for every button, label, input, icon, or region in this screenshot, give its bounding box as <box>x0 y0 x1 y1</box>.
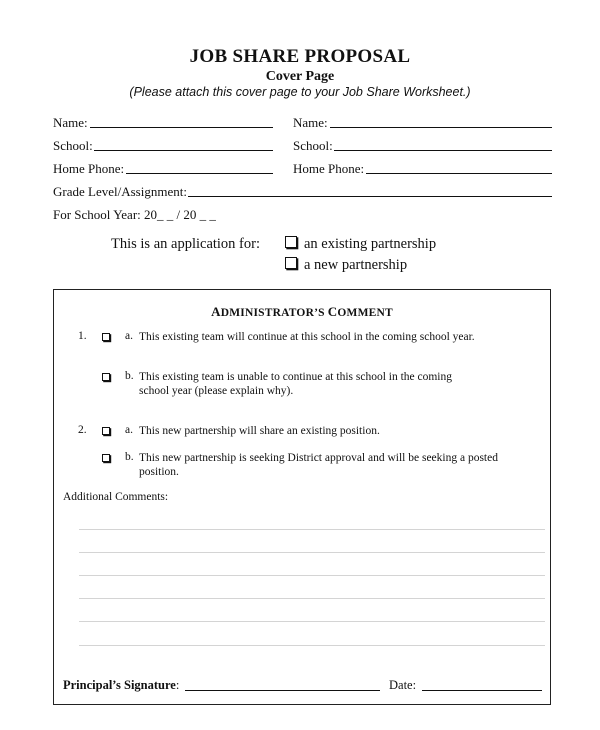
name-line-right[interactable] <box>330 127 552 128</box>
page-title: JOB SHARE PROPOSAL <box>189 46 411 67</box>
school-year-label: For School Year: 20_ _ / 20 _ _ <box>53 207 216 222</box>
phone-line-left[interactable] <box>126 173 273 174</box>
administrator-comment-box <box>53 289 551 705</box>
comment-line[interactable] <box>79 621 545 622</box>
item-letter: b. <box>125 451 134 463</box>
phone-field-left[interactable] <box>53 161 124 177</box>
checkbox-icon[interactable] <box>102 333 110 341</box>
existing-partnership-option[interactable] <box>285 236 436 253</box>
date-label: Date: <box>389 678 417 692</box>
school-label-right: School: <box>293 138 333 153</box>
school-line-left[interactable] <box>94 150 273 151</box>
item-number: 2. <box>78 424 87 436</box>
checkbox-icon[interactable] <box>102 454 110 462</box>
phone-label-left: Home Phone: <box>53 161 125 176</box>
option-2a-text: This new partnership will share an existing position. <box>139 425 380 437</box>
existing-partnership-label: an existing partnership <box>304 236 437 252</box>
checkbox-icon[interactable] <box>102 373 110 381</box>
principal-signature-label: Principal’s Signature: <box>63 678 180 692</box>
comment-line[interactable] <box>79 598 545 599</box>
new-partnership-label: a new partnership <box>304 257 408 273</box>
name-field-left[interactable] <box>53 115 88 131</box>
signature-line[interactable] <box>185 690 380 691</box>
grade-label: Grade Level/Assignment: <box>53 184 187 199</box>
school-field-left[interactable] <box>53 138 93 154</box>
checkbox-icon[interactable] <box>102 427 110 435</box>
name-label-left: Name: <box>53 115 88 130</box>
school-label-left: School: <box>53 138 93 153</box>
comment-line[interactable] <box>79 552 545 553</box>
grade-field[interactable] <box>53 184 187 200</box>
phone-line-right[interactable] <box>366 173 552 174</box>
grade-line[interactable] <box>188 196 552 197</box>
comment-line[interactable] <box>79 575 545 576</box>
administrator-comment-title: ADMINISTRATOR’S COMMENT <box>211 304 393 319</box>
phone-field-right[interactable] <box>293 161 364 177</box>
name-label-right: Name: <box>293 115 328 130</box>
school-year-field[interactable] <box>53 207 216 223</box>
phone-label-right: Home Phone: <box>293 161 365 176</box>
new-partnership-option[interactable] <box>285 257 407 274</box>
attach-note: (Please attach this cover page to your Job Share Worksheet.) <box>129 85 471 99</box>
school-field-right[interactable] <box>293 138 333 154</box>
checkbox-icon[interactable] <box>285 236 297 248</box>
page-subtitle: Cover Page <box>265 69 335 84</box>
item-letter: b. <box>125 370 134 382</box>
application-label: This is an application for: <box>111 236 260 252</box>
option-1a-text: This existing team will continue at this school in the coming school year. <box>139 331 475 343</box>
comment-line[interactable] <box>79 529 545 530</box>
name-line-left[interactable] <box>90 127 273 128</box>
checkbox-icon[interactable] <box>285 257 297 269</box>
additional-comments-label: Additional Comments: <box>63 491 169 503</box>
item-number: 1. <box>78 330 87 342</box>
item-letter: a. <box>125 424 133 436</box>
date-line[interactable] <box>422 690 542 691</box>
option-2b-text: This new partnership is seeking District approval and will be seeking a posted position. <box>139 452 498 478</box>
name-field-right[interactable] <box>293 115 328 131</box>
option-1b-text: This existing team is unable to continue at this school in the coming school year (please explain why). <box>139 371 453 397</box>
comment-line[interactable] <box>79 645 545 646</box>
item-letter: a. <box>125 330 133 342</box>
school-line-right[interactable] <box>334 150 552 151</box>
